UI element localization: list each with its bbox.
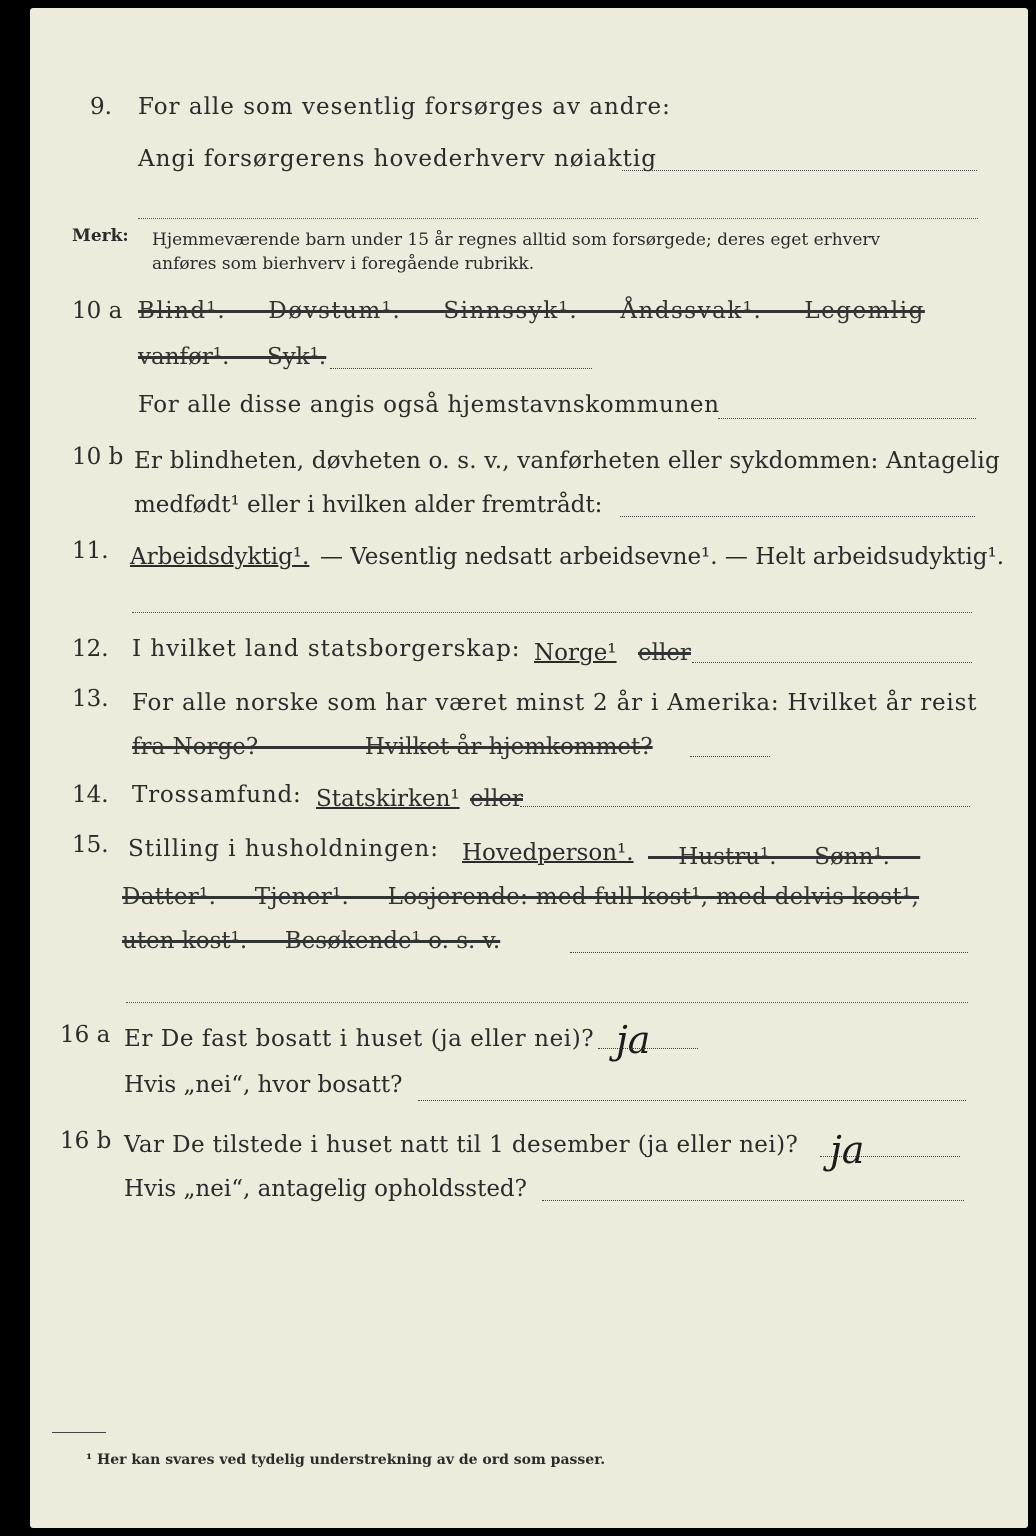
q16a-line1: Er De fast bosatt i huset (ja eller nei)? (124, 1026, 595, 1052)
q10a-line2: vanfør¹. — Syk¹. (138, 344, 327, 370)
q10a-number: 10 a (72, 298, 123, 324)
q10b-number: 10 b (72, 444, 124, 470)
footnote: ¹ Her kan svares ved tydelig understrekning av de ord som passer. (86, 1452, 606, 1468)
q15-answer: Hovedperson¹. (462, 840, 634, 866)
q16b-line1: Var De tilstede i huset natt til 1 desember (ja eller nei)? (124, 1132, 799, 1158)
q16b-opholdssted-line (542, 1200, 964, 1201)
footnote-rule (52, 1432, 106, 1433)
merk-line1: Hjemmeværende barn under 15 år regnes alltid som forsørgede; deres eget erhverv (152, 230, 881, 250)
q14-struck: eller (470, 786, 523, 812)
q16b-handwritten-answer: ja (830, 1128, 865, 1172)
q15-extra-line (126, 1002, 968, 1003)
q16b-number: 16 b (60, 1128, 112, 1154)
q10b-answer-line (620, 516, 975, 517)
q13-line2: fra Norge? ———— Hvilket år hjemkommet? (132, 734, 653, 760)
q10a-line1: Blind¹. — Døvstum¹. — Sinnssyk¹. — Åndssvak¹. — Legemlig (138, 298, 925, 324)
q9-line1: For alle som vesentlig forsørges av andre: (138, 94, 671, 120)
q14-answer: Statskirken¹ (316, 786, 460, 812)
q15-line2: Datter¹. — Tjener¹. — Losjerende: med full kost¹, med delvis kost¹, (122, 884, 920, 910)
q10a-line3: For alle disse angis også hjemstavnskommunen (138, 392, 720, 418)
q11-line (132, 612, 972, 613)
q12-struck: eller (638, 640, 691, 666)
q12-answer: Norge¹ (534, 640, 617, 666)
q16a-number: 16 a (60, 1022, 111, 1048)
q15-line (570, 952, 968, 953)
q16b-line2: Hvis „nei“, antagelig opholdssted? (124, 1176, 527, 1202)
q16b-answer-line (820, 1156, 960, 1157)
q13-line (690, 756, 770, 757)
q13-line1: For alle norske som har været minst 2 år i Amerika: Hvilket år reist (132, 690, 978, 716)
q16a-bosatt-line (418, 1100, 966, 1101)
merk-line2: anføres som bierhverv i foregående rubrikk. (152, 254, 535, 274)
q12-line (692, 662, 972, 663)
q14-text: Trossamfund: (132, 782, 302, 808)
q11-rest: — Vesentlig nedsatt arbeidsevne¹. — Helt arbeidsudyktig¹. (320, 544, 1005, 570)
q13-number: 13. (72, 686, 109, 712)
q9-number: 9. (90, 94, 112, 120)
q9-line2: Angi forsørgerens hovederhverv nøiaktig (138, 146, 657, 172)
q11-number: 11. (72, 538, 109, 564)
q15-line3: uten kost¹. — Besøkende¹ o. s. v. (122, 928, 501, 954)
q9-answer-line (622, 170, 977, 171)
q14-number: 14. (72, 782, 109, 808)
q11-option-arbeidsdyktig: Arbeidsdyktig¹. (130, 544, 310, 570)
q10b-line1: Er blindheten, døvheten o. s. v., vanførheten eller sykdommen: Antagelig (134, 448, 1000, 474)
q15-number: 15. (72, 832, 109, 858)
q16a-answer-line (598, 1048, 698, 1049)
q15-line1-rest: — Hustru¹. — Sønn¹. — (648, 844, 921, 870)
q14-line (520, 806, 970, 807)
q10a-hjemstavn-line (718, 418, 976, 419)
q12-text: I hvilket land statsborgerskap: (132, 636, 521, 662)
q10b-line2: medfødt¹ eller i hvilken alder fremtrådt: (134, 492, 603, 518)
q15-text: Stilling i husholdningen: (128, 836, 439, 862)
q9-extra-line (138, 218, 978, 219)
form-page (30, 8, 1028, 1528)
q12-number: 12. (72, 636, 109, 662)
merk-label: Merk: (72, 226, 129, 246)
q16a-handwritten-answer: ja (616, 1018, 651, 1062)
q10a-answer-line (330, 368, 592, 369)
q16a-line2: Hvis „nei“, hvor bosatt? (124, 1072, 403, 1098)
